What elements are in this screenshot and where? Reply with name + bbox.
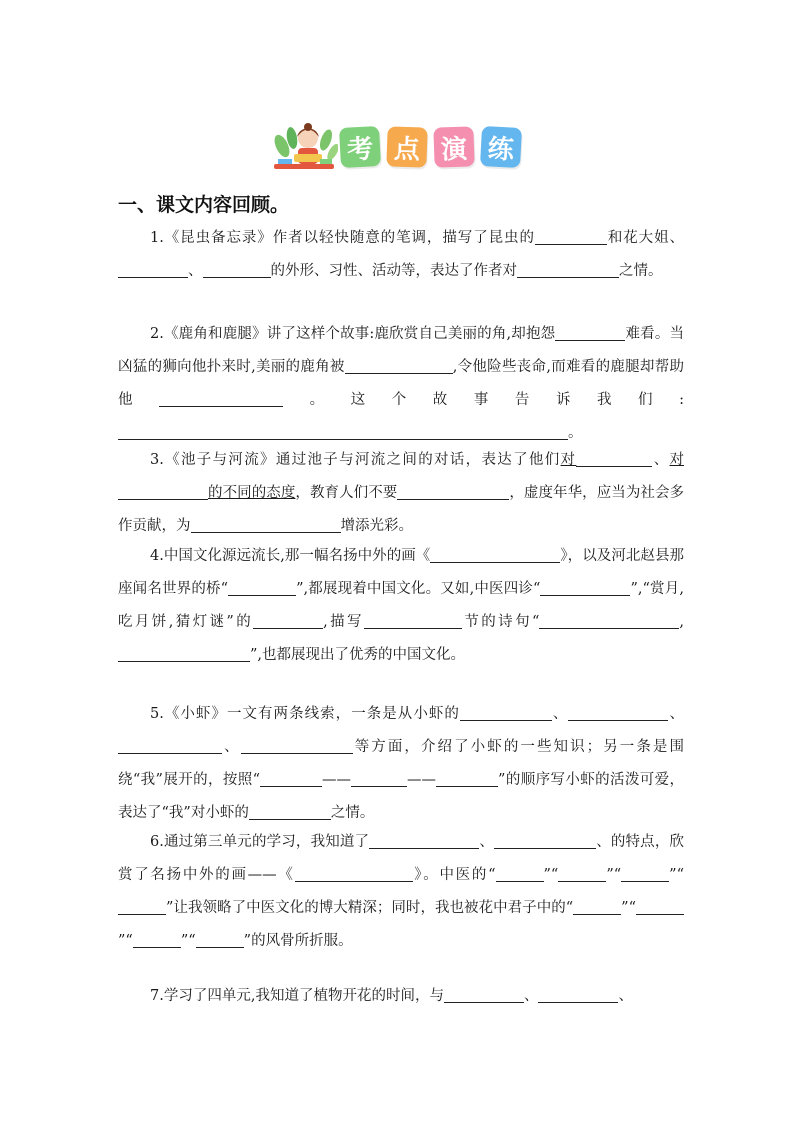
answer-blank[interactable] [555,323,625,341]
answer-blank[interactable] [159,389,283,407]
answer-blank[interactable] [249,802,331,820]
answer-blank[interactable] [369,831,479,849]
question-7: 7.学习了四单元,我知道了植物开花的时间，与 、 、 [118,980,684,1013]
answer-blank[interactable] [203,260,271,278]
answer-blank[interactable] [540,578,630,596]
answer-blank[interactable] [133,930,181,948]
question-3: 3.《池子与河流》通过池子与河流之间的对话，表达了他们对 、对的不同的态度，教育人们不要 ，虚度年华，应当为社会多作贡献，为 增添光彩。 [118,444,684,543]
answer-blank[interactable] [364,611,462,629]
answer-blank[interactable] [118,897,166,915]
answer-blank[interactable] [351,769,407,787]
question-2: 2.《鹿角和鹿腿》讲了这样个故事:鹿欣赏自己美丽的角,却抱怨 难看。当凶猛的狮向他扑来时,美丽的鹿角被 ,令他险些丧命,而难看的鹿腿却帮助他 。这个故事告诉我们:。 [118,318,684,450]
answer-blank[interactable] [576,449,652,467]
answer-blank[interactable] [196,930,244,948]
answer-blank[interactable] [538,985,618,1003]
answer-blank[interactable] [118,644,250,662]
banner-title [340,127,528,167]
answer-blank[interactable] [241,736,353,754]
answer-blank[interactable] [496,864,544,882]
answer-blank[interactable] [118,736,222,754]
banner-char: 演 [433,126,474,167]
answer-blank[interactable] [535,227,607,245]
question-1: 1.《昆虫备忘录》作者以轻快随意的笔调，描写了昆虫的 和花大姐、、 的外形、习性、活动等，表达了作者对 之情。 [118,222,684,288]
answer-blank[interactable] [253,611,323,629]
banner-char: 练 [480,126,522,168]
answer-blank[interactable] [568,703,668,721]
section-title: 一、课文内容回顾。 [118,194,290,216]
answer-blank[interactable] [260,769,322,787]
question-6: 6.通过第三单元的学习，我知道了 、 、的特点，欣赏了名扬中外的画——《 》。中医的“ ”“ ”“ ”“”让我领略了中医文化的博大精深；同时，我也被花中君子中的“ ”“”“ ”“ ”的风骨所折服。 [118,826,684,958]
answer-blank[interactable] [118,422,568,440]
answer-blank[interactable] [118,482,208,500]
answer-blank[interactable] [430,545,560,563]
answer-blank[interactable] [345,356,453,374]
answer-blank[interactable] [636,897,684,915]
answer-blank[interactable] [460,703,552,721]
answer-blank[interactable] [444,985,524,1003]
question-5: 5.《小虾》一文有两条线索，一条是从小虾的 、 、、 等方面，介绍了小虾的一些知识；另一条是围绕“我”展开的，按照“ —— —— ”的顺序写小虾的活泼可爱，表达了“我”对小虾的 之情。 [118,698,684,830]
answer-blank[interactable] [621,864,669,882]
answer-blank[interactable] [573,897,621,915]
question-4: 4.中国文化源远流长,那一幅名扬中外的画《 》，以及河北赵县那座闻名世界的桥“ ”,都展现着中国文化。又如,中医四诊“ ”,“赏月,吃月饼,猜灯谜”的 ,描写 节的诗句“ ,”,也都展现出了优秀的中国文化。 [118,540,684,672]
answer-blank[interactable] [539,611,679,629]
answer-blank[interactable] [397,482,509,500]
answer-blank[interactable] [558,864,606,882]
answer-blank[interactable] [295,864,413,882]
answer-blank[interactable] [191,515,341,533]
answer-blank[interactable] [494,831,596,849]
banner-char: 点 [386,126,427,167]
answer-blank[interactable] [118,260,188,278]
reading-girl-icon [270,118,338,176]
answer-blank[interactable] [436,769,498,787]
section-banner [270,118,535,176]
answer-blank[interactable] [517,260,619,278]
answer-blank[interactable] [228,578,296,596]
banner-char: 考 [339,126,381,168]
